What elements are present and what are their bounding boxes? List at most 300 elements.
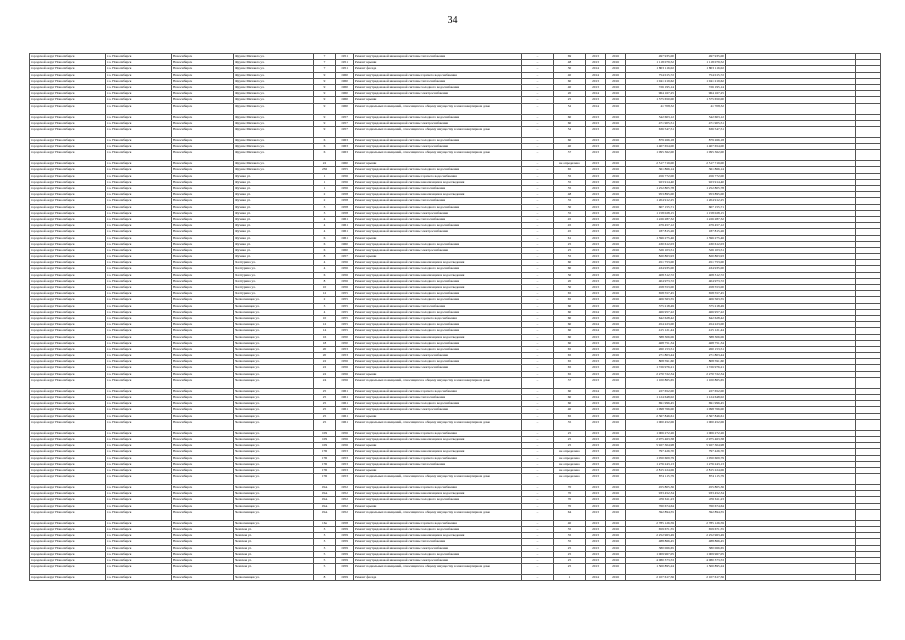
table-cell: 52 bbox=[554, 103, 586, 114]
table-cell: 7 bbox=[314, 54, 336, 60]
table-cell: городской округ Новосибирск bbox=[30, 509, 106, 520]
table-cell: 1960 bbox=[336, 241, 354, 247]
table-cell: Чемская ул. bbox=[234, 533, 314, 539]
table-cell: 2013 bbox=[586, 126, 606, 137]
table-cell: 1 124 648,02 bbox=[626, 395, 676, 401]
table-cell: 41 708,32 bbox=[626, 103, 676, 114]
table-cell: 754 015,72 bbox=[676, 72, 726, 78]
table-cell: 14 bbox=[314, 328, 336, 334]
table-cell: – bbox=[522, 413, 554, 419]
table-cell: Ремонт крыши bbox=[354, 97, 522, 103]
table-cell: г.о. Новосибирск bbox=[106, 303, 172, 309]
table-cell: 1 050 609,79 bbox=[626, 455, 676, 461]
table-cell: Челюскинцев ул. bbox=[234, 436, 314, 442]
table-cell: 2016 bbox=[606, 539, 626, 545]
table-cell: городской округ Новосибирск bbox=[30, 377, 106, 388]
table-cell: г.о. Новосибирск bbox=[106, 229, 172, 235]
table-cell: 2014 bbox=[586, 575, 606, 581]
table-cell: 479 457,12 bbox=[626, 223, 676, 229]
table-cell: 1960 bbox=[336, 97, 354, 103]
table-cell: 2013 bbox=[586, 198, 606, 204]
table-cell: 542 603,12 bbox=[626, 114, 676, 120]
table-cell: Фрунзе Михаила ул. bbox=[234, 66, 314, 72]
table-cell: 9 bbox=[314, 91, 336, 97]
table-cell: Челюскинцев ул. bbox=[234, 340, 314, 346]
table-cell: Челюскинцев ул. bbox=[234, 461, 314, 467]
table-cell: 60 bbox=[554, 401, 586, 407]
table-cell: 1 407 654,00 bbox=[626, 144, 676, 150]
table-cell: Новосибирск bbox=[172, 303, 234, 309]
table-cell: 19А bbox=[314, 491, 336, 497]
table-cell: Ремонт внутридомовой инженерной системы холодного водоснабжения bbox=[354, 527, 522, 533]
table-cell: Ремонт внутридомовой инженерной системы холодного водоснабжения bbox=[354, 551, 522, 557]
table-cell: 726 195,14 bbox=[626, 84, 676, 90]
table-cell bbox=[726, 126, 856, 137]
table-cell: 1959 bbox=[336, 545, 354, 551]
table-cell: 2014 bbox=[586, 309, 606, 315]
table-cell: – bbox=[522, 144, 554, 150]
table-cell: 2016 bbox=[606, 272, 626, 278]
table-cell: 60 bbox=[554, 260, 586, 266]
table-cell: Ремонт внутридомовой инженерной системы канализации и водоотведения bbox=[354, 533, 522, 539]
table-cell: 1953 bbox=[336, 353, 354, 359]
table-cell: 1 252 805,78 bbox=[676, 186, 726, 192]
table-cell: Ремонт фасада bbox=[354, 575, 522, 581]
table-cell: г.о. Новосибирск bbox=[106, 365, 172, 371]
table-cell: 497 935,00 bbox=[676, 54, 726, 60]
table-cell: Халтурина ул. bbox=[234, 260, 314, 266]
table-cell: Челюскинцев ул. bbox=[234, 467, 314, 473]
table-cell: Новосибирск bbox=[172, 114, 234, 120]
table-cell: 1 252 805,78 bbox=[626, 186, 676, 192]
table-cell: 2013 bbox=[586, 340, 606, 346]
table-cell: 2016 bbox=[606, 413, 626, 419]
table-cell: 17Б bbox=[314, 474, 336, 485]
table-cell: Новосибирск bbox=[172, 254, 234, 260]
table-cell: Новосибирск bbox=[172, 455, 234, 461]
table-cell: 2016 bbox=[606, 315, 626, 321]
table-cell: 40 bbox=[554, 144, 586, 150]
table-cell: 109 bbox=[314, 436, 336, 442]
table-cell: Челюскинцев ул. bbox=[234, 497, 314, 503]
table-cell: Новосибирск bbox=[172, 210, 234, 216]
table-cell: Фрунзе Михаила ул. bbox=[234, 167, 314, 173]
table-cell: Новосибирск bbox=[172, 467, 234, 473]
table-cell: 933 452,34 bbox=[626, 491, 676, 497]
table-cell: Челюскинцев ул. bbox=[234, 346, 314, 352]
table-cell: городской округ Новосибирск bbox=[30, 413, 106, 419]
table-cell: 6 bbox=[314, 150, 336, 161]
table-cell: 22 bbox=[314, 371, 336, 377]
table-cell: – bbox=[522, 461, 554, 467]
table-cell: Чемская ул. bbox=[234, 545, 314, 551]
table-cell: Чемская ул. bbox=[234, 539, 314, 545]
table-cell: 760 674,64 bbox=[626, 503, 676, 509]
table-cell: 2013 bbox=[586, 179, 606, 185]
table-cell: 4 bbox=[314, 266, 336, 272]
table-cell: городской округ Новосибирск bbox=[30, 260, 106, 266]
table-cell: Новосибирск bbox=[172, 395, 234, 401]
table-cell: г.о. Новосибирск bbox=[106, 551, 172, 557]
table-cell: городской округ Новосибирск bbox=[30, 241, 106, 247]
table-cell: городской округ Новосибирск bbox=[30, 315, 106, 321]
table-cell: 406 563,55 bbox=[676, 297, 726, 303]
table-cell: городской округ Новосибирск bbox=[30, 365, 106, 371]
table-cell: 35 bbox=[554, 533, 586, 539]
table-cell: 2016 bbox=[606, 533, 626, 539]
table-cell: г.о. Новосибирск bbox=[106, 204, 172, 210]
table-cell: 326 103,51 bbox=[626, 247, 676, 253]
table-cell bbox=[726, 575, 856, 581]
table-cell: 70 bbox=[554, 503, 586, 509]
table-cell: – bbox=[522, 539, 554, 545]
table-cell: 2013 bbox=[586, 413, 606, 419]
table-cell: 1 006 272,26 bbox=[676, 430, 726, 436]
table-cell: Ремонт внутридомовой инженерной системы теплоснабжения bbox=[354, 539, 522, 545]
table-cell: – bbox=[522, 126, 554, 137]
table-cell: г.о. Новосибирск bbox=[106, 461, 172, 467]
table-cell: Новосибирск bbox=[172, 97, 234, 103]
table-cell: 2016 bbox=[606, 144, 626, 150]
table-cell: 1 bbox=[554, 575, 586, 581]
table-cell: 1957 bbox=[336, 114, 354, 120]
table-cell: 60 bbox=[554, 303, 586, 309]
table-cell: 1961 bbox=[336, 395, 354, 401]
table-cell: 227 652,00 bbox=[676, 388, 726, 394]
table-cell: 2016 bbox=[606, 309, 626, 315]
table-cell: 30 bbox=[554, 204, 586, 210]
table-cell: 404 973,72 bbox=[626, 278, 676, 284]
table-cell: городской округ Новосибирск bbox=[30, 78, 106, 84]
table-cell: 1961 bbox=[336, 229, 354, 235]
table-cell: 2013 bbox=[586, 84, 606, 90]
table-cell: городской округ Новосибирск bbox=[30, 204, 106, 210]
table-cell: 60 bbox=[554, 388, 586, 394]
table-cell: 1 000 452,06 bbox=[676, 419, 726, 430]
table-cell: 1956 bbox=[336, 272, 354, 278]
table-cell: 6 bbox=[314, 235, 336, 241]
table-cell bbox=[856, 377, 881, 388]
table-cell: 35 bbox=[554, 210, 586, 216]
table-cell: 22 bbox=[314, 359, 336, 365]
table-cell: 65 bbox=[554, 365, 586, 371]
table-cell: Ремонт внутридомовой инженерной системы теплоснабжения bbox=[354, 303, 522, 309]
table-cell: 2013 bbox=[586, 186, 606, 192]
table-cell: Фучика ул. bbox=[234, 173, 314, 179]
table-cell: 1952 bbox=[336, 509, 354, 520]
table-cell: 1956 bbox=[336, 278, 354, 284]
table-cell: 1959 bbox=[336, 527, 354, 533]
table-cell: 1961 bbox=[336, 401, 354, 407]
table-cell: Новосибирск bbox=[172, 377, 234, 388]
table-cell: 1955 bbox=[336, 167, 354, 173]
table-cell: 1958 bbox=[336, 192, 354, 198]
table-cell: 923 914,40 bbox=[626, 179, 676, 185]
table-cell: 2013 bbox=[586, 359, 606, 365]
table-cell: городской округ Новосибирск bbox=[30, 322, 106, 328]
table-cell: 2016 bbox=[606, 436, 626, 442]
table-cell: 4 bbox=[314, 216, 336, 222]
table-cell: 2016 bbox=[606, 114, 626, 120]
table-cell: 3 bbox=[314, 303, 336, 309]
table-cell: Новосибирск bbox=[172, 278, 234, 284]
table-cell: городской округ Новосибирск bbox=[30, 407, 106, 413]
table-cell: 4 080 373,53 bbox=[676, 557, 726, 563]
table-cell: 2016 bbox=[606, 377, 626, 388]
table-cell: 40 bbox=[554, 72, 586, 78]
table-cell: г.о. Новосибирск bbox=[106, 328, 172, 334]
table-cell: – bbox=[522, 272, 554, 278]
table-cell: г.о. Новосибирск bbox=[106, 285, 172, 291]
table-cell: г.о. Новосибирск bbox=[106, 254, 172, 260]
table-cell: 2016 bbox=[606, 161, 626, 167]
table-cell: 2016 bbox=[606, 198, 626, 204]
table-cell: городской округ Новосибирск bbox=[30, 371, 106, 377]
table-cell: Новосибирск bbox=[172, 509, 234, 520]
table-cell: Ремонт внутридомовой инженерной системы электроснабжения bbox=[354, 365, 522, 371]
table-cell: 25 bbox=[554, 443, 586, 449]
table-cell: Ремонт внутридомовой инженерной системы холодного водоснабжения bbox=[354, 497, 522, 503]
table-cell: – bbox=[522, 78, 554, 84]
table-cell: Челюскинцев ул. bbox=[234, 485, 314, 491]
table-cell: городской округ Новосибирск bbox=[30, 334, 106, 340]
table-cell: – bbox=[522, 285, 554, 291]
table-cell: – bbox=[522, 309, 554, 315]
table-cell: 2016 bbox=[606, 520, 626, 526]
table-cell: 1956 bbox=[336, 266, 354, 272]
table-cell: 2013 bbox=[586, 161, 606, 167]
table-cell: 1 500 895,24 bbox=[676, 564, 726, 575]
table-cell: 2013 bbox=[586, 210, 606, 216]
table-cell: – bbox=[522, 328, 554, 334]
table-cell: 1 bbox=[314, 179, 336, 185]
table-cell: 20 bbox=[554, 278, 586, 284]
table-cell: 1960 bbox=[336, 161, 354, 167]
table-cell: г.о. Новосибирск bbox=[106, 467, 172, 473]
table-cell: 5 927 304,98 bbox=[626, 443, 676, 449]
table-cell: Ремонт внутридомовой инженерной системы горячего водоснабжения bbox=[354, 173, 522, 179]
table-cell: 1959 bbox=[336, 539, 354, 545]
table-cell: Ремонт внутридомовой инженерной системы холодного водоснабжения bbox=[354, 291, 522, 297]
table-cell: 476 611,23 bbox=[676, 497, 726, 503]
table-cell: 1957 bbox=[336, 120, 354, 126]
table-cell: не определено bbox=[554, 161, 586, 167]
table-cell: городской округ Новосибирск bbox=[30, 353, 106, 359]
table-cell: – bbox=[522, 192, 554, 198]
table-cell: 65 bbox=[554, 353, 586, 359]
table-cell: 1 204 912,25 bbox=[676, 198, 726, 204]
table-cell: 760 674,64 bbox=[676, 503, 726, 509]
table-cell: Новосибирск bbox=[172, 179, 234, 185]
table-cell: Новосибирск bbox=[172, 198, 234, 204]
table-cell: 25 bbox=[314, 413, 336, 419]
table-cell: 458 553,00 bbox=[626, 285, 676, 291]
table-cell bbox=[856, 509, 881, 520]
table-cell: 50 bbox=[554, 272, 586, 278]
table-cell: не определено bbox=[554, 461, 586, 467]
table-cell: г.о. Новосибирск bbox=[106, 564, 172, 575]
table-cell: 60 bbox=[554, 266, 586, 272]
table-cell: Новосибирск bbox=[172, 223, 234, 229]
table-cell: 874 115,79 bbox=[626, 474, 676, 485]
table-cell: Новосибирск bbox=[172, 545, 234, 551]
table-cell: Новосибирск bbox=[172, 241, 234, 247]
table-cell: Новосибирск bbox=[172, 539, 234, 545]
table-cell: 1958 bbox=[336, 210, 354, 216]
table-cell: г.о. Новосибирск bbox=[106, 377, 172, 388]
table-cell: 2013 bbox=[586, 497, 606, 503]
table-cell: 1959 bbox=[336, 533, 354, 539]
table-cell: Ремонт внутридомовой инженерной системы электроснабжения bbox=[354, 229, 522, 235]
table-cell: г.о. Новосибирск bbox=[106, 78, 172, 84]
table-cell: – bbox=[522, 84, 554, 90]
table-cell: 466 957,22 bbox=[626, 309, 676, 315]
table-cell: 2016 bbox=[606, 359, 626, 365]
table-cell: Новосибирск bbox=[172, 461, 234, 467]
table-cell: Ремонт крыши bbox=[354, 235, 522, 241]
table-cell: 8 bbox=[314, 575, 336, 581]
table-cell: 415 121,44 bbox=[676, 328, 726, 334]
table-cell: 2016 bbox=[606, 84, 626, 90]
table-cell: 479 457,12 bbox=[676, 223, 726, 229]
table-cell: Новосибирск bbox=[172, 388, 234, 394]
table-cell: 2013 bbox=[586, 278, 606, 284]
table-cell: 458 553,00 bbox=[676, 285, 726, 291]
table-cell: 1953 bbox=[336, 467, 354, 473]
table-cell: 3 bbox=[314, 545, 336, 551]
table-cell bbox=[856, 150, 881, 161]
table-cell: Фучика ул. bbox=[234, 186, 314, 192]
table-row bbox=[30, 150, 881, 161]
table-cell: 7 bbox=[314, 66, 336, 72]
table-cell: 1950 bbox=[336, 340, 354, 346]
table-cell: 415 121,44 bbox=[626, 328, 676, 334]
table-cell: Халтурина ул. bbox=[234, 285, 314, 291]
table-cell: 2016 bbox=[606, 545, 626, 551]
table-cell: 1 100 865,65 bbox=[626, 377, 676, 388]
table-cell: городской округ Новосибирск bbox=[30, 449, 106, 455]
table-cell: 17Б bbox=[314, 461, 336, 467]
table-cell: Ремонт внутридомовой инженерной системы канализации и водоотведения bbox=[354, 179, 522, 185]
table-cell: 1 095 362,00 bbox=[676, 150, 726, 161]
table-cell: Фрунзе Михаила ул. bbox=[234, 84, 314, 90]
table-cell: 1961 bbox=[336, 407, 354, 413]
table-cell: – bbox=[522, 297, 554, 303]
table-cell: – bbox=[522, 179, 554, 185]
table-cell: 60 bbox=[554, 309, 586, 315]
table-cell: Ремонт крыши bbox=[354, 443, 522, 449]
table-cell: 260 153,51 bbox=[626, 346, 676, 352]
table-row bbox=[30, 564, 881, 575]
table-cell: Ремонт подвальных помещений, относящихся к общему имуществу в многоквартирном доме bbox=[354, 126, 522, 137]
table-cell: 2013 bbox=[586, 192, 606, 198]
table-cell: 408 312,72 bbox=[626, 272, 676, 278]
table-cell: городской округ Новосибирск bbox=[30, 419, 106, 430]
table-cell: 10 bbox=[314, 285, 336, 291]
table-cell: 2016 bbox=[606, 210, 626, 216]
table-cell: Новосибирск bbox=[172, 272, 234, 278]
table-cell: Фрунзе Михаила ул. bbox=[234, 97, 314, 103]
table-cell: Фрунзе Михаила ул. bbox=[234, 78, 314, 84]
table-cell: г.о. Новосибирск bbox=[106, 114, 172, 120]
table-cell: городской округ Новосибирск bbox=[30, 340, 106, 346]
table-cell: Чемская ул. bbox=[234, 564, 314, 575]
table-cell: Халтурина ул. bbox=[234, 291, 314, 297]
table-cell: 35 bbox=[554, 173, 586, 179]
table-cell: 2013 bbox=[586, 137, 606, 143]
table-cell: Фучика ул. bbox=[234, 179, 314, 185]
table-cell: 2 975 463,58 bbox=[626, 436, 676, 442]
table-cell: 16 bbox=[314, 334, 336, 340]
table-cell: Халтурина ул. bbox=[234, 266, 314, 272]
table-cell: Новосибирск bbox=[172, 229, 234, 235]
table-cell: городской округ Новосибирск bbox=[30, 150, 106, 161]
table-row bbox=[30, 575, 881, 581]
table-cell: – bbox=[522, 291, 554, 297]
table-cell: г.о. Новосибирск bbox=[106, 509, 172, 520]
table-cell: 40 bbox=[554, 407, 586, 413]
table-cell: 488 866,45 bbox=[626, 539, 676, 545]
table-cell: – bbox=[522, 229, 554, 235]
table-cell: 2 367 846,61 bbox=[676, 413, 726, 419]
table-cell: Ремонт внутридомовой инженерной системы теплоснабжения bbox=[354, 54, 522, 60]
table-cell: Ремонт внутридомовой инженерной системы теплоснабжения bbox=[354, 216, 522, 222]
table-cell: 642 628,42 bbox=[626, 315, 676, 321]
table-cell: 2013 bbox=[586, 461, 606, 467]
table-cell: Челюскинцев ул. bbox=[234, 365, 314, 371]
table-cell: г.о. Новосибирск bbox=[106, 144, 172, 150]
table-cell: городской округ Новосибирск bbox=[30, 443, 106, 449]
table-cell bbox=[726, 150, 856, 161]
table-cell: г.о. Новосибирск bbox=[106, 413, 172, 419]
table-cell: Челюскинцев ул. bbox=[234, 575, 314, 581]
table-cell: 60 bbox=[554, 114, 586, 120]
table-cell: – bbox=[522, 303, 554, 309]
table-cell: 1959 bbox=[336, 551, 354, 557]
table-cell: Челюскинцев ул. bbox=[234, 388, 314, 394]
table-cell: Ремонт внутридомовой инженерной системы электроснабжения bbox=[354, 144, 522, 150]
table-cell: 5 927 304,98 bbox=[676, 443, 726, 449]
table-cell: 2016 bbox=[606, 91, 626, 97]
table-cell: городской округ Новосибирск bbox=[30, 60, 106, 66]
table-cell: 8 bbox=[314, 278, 336, 284]
table-cell: 25 bbox=[554, 247, 586, 253]
table-cell: городской округ Новосибирск bbox=[30, 467, 106, 473]
table-cell bbox=[726, 509, 856, 520]
table-cell: Ремонт внутридомовой инженерной системы канализации и водоотведения bbox=[354, 285, 522, 291]
table-cell: Новосибирск bbox=[172, 309, 234, 315]
table-cell: 2 270 722,34 bbox=[626, 371, 676, 377]
table-cell: 1956 bbox=[336, 436, 354, 442]
table-cell: городской округ Новосибирск bbox=[30, 72, 106, 78]
table-cell: 9 bbox=[314, 78, 336, 84]
table-cell: г.о. Новосибирск bbox=[106, 371, 172, 377]
table-cell: Ремонт крыши bbox=[354, 254, 522, 260]
table-cell: Новосибирск bbox=[172, 340, 234, 346]
table-row bbox=[30, 474, 881, 485]
table-cell: городской округ Новосибирск bbox=[30, 173, 106, 179]
table-cell: 392 894,55 bbox=[626, 509, 676, 520]
table-cell: 22 bbox=[314, 365, 336, 371]
table-cell: городской округ Новосибирск bbox=[30, 126, 106, 137]
table-cell: Ремонт крыши bbox=[354, 161, 522, 167]
table-cell: 25 bbox=[314, 401, 336, 407]
table-cell: Фучика ул. bbox=[234, 235, 314, 241]
table-cell: 1957 bbox=[336, 254, 354, 260]
table-cell: 20 bbox=[314, 346, 336, 352]
table-cell: – bbox=[522, 235, 554, 241]
table-cell: 64 bbox=[554, 509, 586, 520]
